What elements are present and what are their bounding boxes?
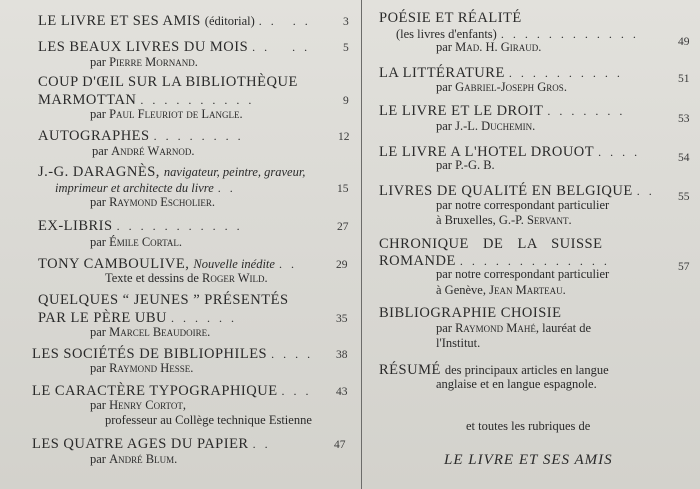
author-prefix: par bbox=[90, 195, 106, 209]
correspondent-line: par notre correspondant particulier bbox=[436, 198, 610, 212]
author-name: Raymond Mahé, bbox=[455, 321, 539, 335]
page-number: 47 bbox=[334, 439, 346, 451]
author-name: Roger Wild. bbox=[202, 271, 268, 285]
author-prefix: par bbox=[90, 107, 106, 121]
author-name: Raymond Hesse. bbox=[109, 361, 194, 375]
leader-dots: . . bbox=[278, 257, 297, 271]
author-name: Pierre Mornand. bbox=[109, 55, 198, 69]
entry-title: RÉSUMÉ bbox=[379, 362, 441, 378]
author-prefix: par bbox=[92, 144, 108, 158]
author-name: Mad. H. Giraud. bbox=[455, 40, 542, 54]
author-affiliation: professeur au Collège technique Estienne bbox=[105, 413, 312, 427]
page-number: 53 bbox=[678, 113, 690, 125]
leader-dots: . . bbox=[636, 184, 655, 198]
leader-dots: . . . . . . . bbox=[547, 104, 626, 118]
author-name: P.-G. B. bbox=[455, 158, 495, 172]
entry-title-cont: PAR LE PÈRE UBU bbox=[38, 310, 168, 326]
entry-title-cont: ROMANDE bbox=[379, 253, 456, 269]
leader-dots: . . . bbox=[281, 384, 312, 398]
leader-dots: . . . . . . . . . . bbox=[140, 93, 255, 107]
author-prefix: par bbox=[90, 361, 106, 375]
entry-title: LES QUATRE AGES DU PAPIER bbox=[32, 436, 249, 452]
entry-title: BIBLIOGRAPHIE CHOISIE bbox=[379, 305, 562, 321]
author-honor: lauréat de bbox=[542, 321, 592, 335]
page-number: 55 bbox=[678, 191, 690, 203]
entry-subtitle-cont: imprimeur et architecte du livre bbox=[55, 181, 214, 195]
leader-dots: . . . . . . . . . . . . bbox=[500, 27, 639, 41]
entry-title: AUTOGRAPHES bbox=[38, 128, 150, 144]
leader-dots: . . . . . . . . . . . bbox=[116, 219, 243, 233]
entry-title: QUELQUES “ JEUNES ” PRÉSENTÉS bbox=[38, 292, 289, 308]
entry-title: TONY CAMBOULIVE, bbox=[38, 256, 190, 272]
entry-subtitle: Nouvelle inédite bbox=[193, 257, 275, 271]
page-number: 15 bbox=[337, 183, 349, 195]
author-prefix: par bbox=[436, 40, 452, 54]
author-name: André Blum. bbox=[109, 452, 178, 466]
author-prefix: par bbox=[90, 398, 106, 412]
entry-title: J.-G. DARAGNÈS, bbox=[38, 164, 160, 180]
entry-title: LE LIVRE A L'HOTEL DROUOT bbox=[379, 144, 595, 160]
author-prefix: par bbox=[436, 321, 452, 335]
author-prefix: par bbox=[90, 235, 106, 249]
entry-subtitle-cont: anglaise et en langue espagnole. bbox=[436, 377, 597, 391]
author-name: J.-L. Duchemin. bbox=[455, 119, 536, 133]
leader-dots: . . bbox=[252, 437, 271, 451]
entry-subtitle: navigateur, peintre, graveur, bbox=[163, 165, 306, 179]
author-prefix: par bbox=[436, 158, 452, 172]
page-number: 9 bbox=[343, 95, 349, 107]
author-name: Marcel Beaudoire. bbox=[109, 325, 211, 339]
leader-dots: . . bbox=[258, 14, 277, 28]
entry-title: LE CARACTÈRE TYPOGRAPHIQUE bbox=[32, 383, 278, 399]
entry-title: POÉSIE ET RÉALITÉ bbox=[379, 10, 522, 26]
page-number: 5 bbox=[343, 42, 349, 54]
entry-title: CHRONIQUE DE LA SUISSE bbox=[379, 236, 603, 252]
page-number: 29 bbox=[336, 259, 348, 271]
page-number: 49 bbox=[678, 36, 690, 48]
leader-dots: . . . . bbox=[598, 145, 641, 159]
leader-dots: . . bbox=[217, 181, 236, 195]
leader-dots: . . bbox=[292, 40, 311, 54]
author-prefix: par bbox=[90, 452, 106, 466]
author-name: G.-P. Servant. bbox=[498, 213, 572, 227]
author-name: Raymond Escholier. bbox=[109, 195, 215, 209]
entry-title-cont: MARMOTTAN bbox=[38, 92, 137, 108]
leader-dots: . . . . bbox=[271, 347, 314, 361]
entry-subtitle: des principaux articles en langue bbox=[444, 363, 609, 377]
author-name: Jean Marteau. bbox=[489, 283, 566, 297]
page-number: 51 bbox=[678, 73, 690, 85]
entry-title: LE LIVRE ET SES AMIS bbox=[38, 13, 201, 29]
entry-title: LIVRES DE QUALITÉ EN BELGIQUE bbox=[379, 183, 633, 199]
entry-subtitle: (éditorial) bbox=[204, 14, 255, 28]
page-number: 43 bbox=[336, 386, 348, 398]
leader-dots: . . . . . . . . . . bbox=[508, 66, 623, 80]
entry-title: COUP D'ŒIL SUR LA BIBLIOTHÈQUE bbox=[38, 74, 298, 90]
leader-dots: . . . . . . bbox=[171, 311, 238, 325]
author-name: André Warnod. bbox=[111, 144, 195, 158]
subline-prefix: Texte et dessins de bbox=[105, 271, 199, 285]
leader-dots: . . bbox=[252, 40, 271, 54]
column-divider bbox=[361, 0, 362, 489]
footer-text: et toutes les rubriques de bbox=[466, 419, 591, 433]
author-prefix: par bbox=[90, 325, 106, 339]
author-prefix: par bbox=[436, 119, 452, 133]
author-name: Henry Cortot, bbox=[109, 398, 187, 412]
page-number: 54 bbox=[678, 152, 690, 164]
footer-journal-title: LE LIVRE ET SES AMIS bbox=[444, 452, 613, 468]
page-number: 35 bbox=[336, 313, 348, 325]
entry-title: LES BEAUX LIVRES DU MOIS bbox=[38, 39, 249, 55]
author-honor-cont: l'Institut. bbox=[436, 336, 481, 350]
page-number: 3 bbox=[343, 16, 349, 28]
page-number: 38 bbox=[336, 349, 348, 361]
location-prefix: à Genève, bbox=[436, 283, 486, 297]
author-name: Émile Cortal. bbox=[109, 235, 183, 249]
author-name: Gabriel-Joseph Gros. bbox=[455, 80, 567, 94]
entry-subtitle: (les livres d'enfants) bbox=[396, 27, 497, 41]
location-prefix: à Bruxelles, bbox=[436, 213, 496, 227]
page-number: 27 bbox=[337, 221, 349, 233]
leader-dots: . . . . . . . . bbox=[153, 129, 244, 143]
page-number: 12 bbox=[338, 131, 350, 143]
author-prefix: par bbox=[436, 80, 452, 94]
entry-title: EX-LIBRIS bbox=[38, 218, 113, 234]
entry-title: LA LITTÉRATURE bbox=[379, 65, 505, 81]
page-number: 57 bbox=[678, 261, 690, 273]
leader-dots: . . bbox=[292, 14, 311, 28]
leader-dots: . . . . . . . . . . . . . bbox=[459, 254, 610, 268]
author-prefix: par bbox=[90, 55, 106, 69]
correspondent-line: par notre correspondant particulier bbox=[436, 267, 610, 281]
entry-title: LES SOCIÉTÉS DE BIBLIOPHILES bbox=[32, 346, 268, 362]
entry-title: LE LIVRE ET LE DROIT bbox=[379, 103, 544, 119]
author-name: Paul Fleuriot de Langle. bbox=[109, 107, 243, 121]
